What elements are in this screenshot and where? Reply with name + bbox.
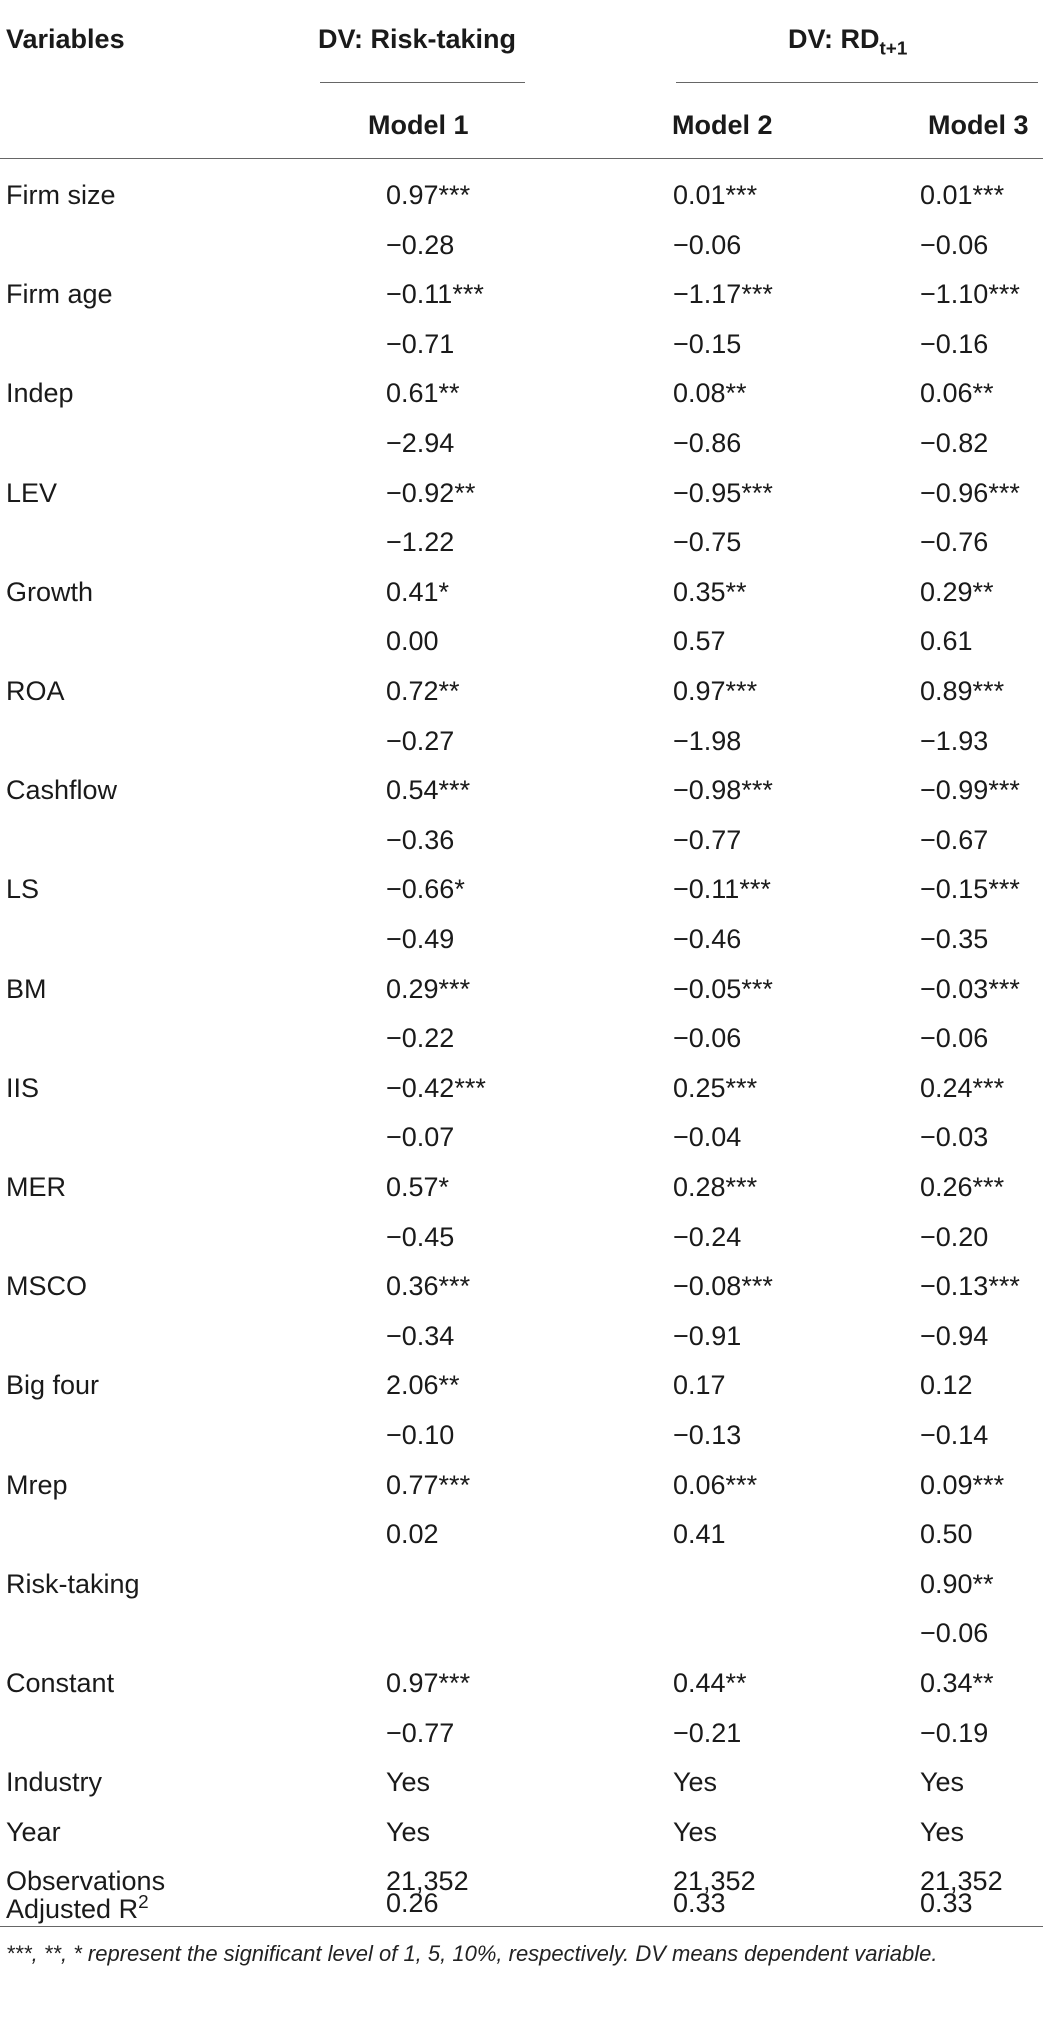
row-label: LEV — [6, 478, 58, 508]
cell-model-2: −0.21 — [673, 1718, 742, 1748]
cell-model-1: 21,352 — [386, 1866, 469, 1896]
cell-model-2: −0.15 — [673, 329, 742, 359]
row-label: Firm size — [6, 180, 116, 210]
cell-model-3: −1.93 — [920, 726, 989, 756]
cell-model-3: Yes — [920, 1767, 965, 1797]
cell-model-1: −0.49 — [386, 924, 455, 954]
cell-model-1: 0.72** — [386, 676, 460, 706]
cell-model-3: −0.67 — [920, 825, 989, 855]
cell-model-3: −0.15*** — [920, 874, 1020, 904]
row-label: MSCO — [6, 1271, 87, 1301]
row-label: Year — [6, 1817, 61, 1847]
cell-model-2: 0.57 — [673, 626, 726, 656]
adjusted-r2-model-3: 0.33 — [920, 1888, 973, 1918]
adjusted-r2-model-2: 0.33 — [673, 1888, 726, 1918]
cell-model-2: −0.77 — [673, 825, 742, 855]
cell-model-2: −0.11*** — [673, 874, 771, 904]
cell-model-2: 0.25*** — [673, 1073, 758, 1103]
row-label: ROA — [6, 676, 65, 706]
row-label: Constant — [6, 1668, 115, 1698]
cell-model-3: −0.06 — [920, 1618, 989, 1648]
header-dv-risk-taking: DV: Risk-taking — [318, 24, 517, 54]
header-model-3: Model 3 — [928, 110, 1029, 140]
cell-model-1: −0.07 — [386, 1122, 455, 1152]
cell-model-1: −0.71 — [386, 329, 455, 359]
cell-model-3: −0.82 — [920, 428, 989, 458]
cell-model-1: −0.77 — [386, 1718, 455, 1748]
cell-model-1: 0.41* — [386, 577, 450, 607]
cell-model-3: 0.89*** — [920, 676, 1005, 706]
cell-model-1: −0.45 — [386, 1222, 455, 1252]
cell-model-3: −0.16 — [920, 329, 989, 359]
cell-model-2: −0.86 — [673, 428, 742, 458]
cell-model-1: −0.27 — [386, 726, 455, 756]
cell-model-1: −0.92** — [386, 478, 476, 508]
cell-model-1: 0.97*** — [386, 1668, 471, 1698]
header-model-2: Model 2 — [672, 110, 773, 140]
adjusted-r2-superscript: 2 — [138, 1892, 149, 1913]
cell-model-3: −0.14 — [920, 1420, 989, 1450]
cell-model-2: −0.95*** — [673, 478, 773, 508]
cell-model-2: −0.91 — [673, 1321, 742, 1351]
cell-model-3: 0.29** — [920, 577, 994, 607]
cell-model-2: −0.08*** — [673, 1271, 773, 1301]
header-dv-rd-text: DV: RD — [788, 24, 880, 54]
cell-model-3: 0.61 — [920, 626, 973, 656]
cell-model-3: 0.09*** — [920, 1470, 1005, 1500]
row-label: Cashflow — [6, 775, 118, 805]
adjusted-r2-model-1: 0.26 — [386, 1888, 439, 1918]
row-label: Mrep — [6, 1470, 68, 1500]
cell-model-2: −0.46 — [673, 924, 742, 954]
row-label: Firm age — [6, 279, 113, 309]
cell-model-1: −0.66* — [386, 874, 465, 904]
cell-model-3: 0.06** — [920, 378, 994, 408]
header-dv-rd-subscript: t+1 — [879, 38, 908, 60]
cell-model-3: 0.01*** — [920, 180, 1005, 210]
cell-model-3: 0.26*** — [920, 1172, 1005, 1202]
row-label: Risk-taking — [6, 1569, 140, 1599]
row-label: IIS — [6, 1073, 40, 1103]
cell-model-1: Yes — [386, 1817, 431, 1847]
cell-model-1: 0.61** — [386, 378, 460, 408]
header-model-1: Model 1 — [368, 110, 469, 140]
cell-model-2: −0.24 — [673, 1222, 742, 1252]
cell-model-3: −0.06 — [920, 230, 989, 260]
row-label: LS — [6, 874, 40, 904]
cell-model-2: −0.13 — [673, 1420, 742, 1450]
cell-model-2: −0.06 — [673, 230, 742, 260]
cell-model-1: 0.36*** — [386, 1271, 471, 1301]
cell-model-2: 0.28*** — [673, 1172, 758, 1202]
cell-model-3: −0.19 — [920, 1718, 989, 1748]
row-label: Indep — [6, 378, 74, 408]
cell-model-2: 0.35** — [673, 577, 747, 607]
rule-rd — [676, 82, 1038, 83]
cell-model-2: −1.98 — [673, 726, 742, 756]
cell-model-2: Yes — [673, 1767, 718, 1797]
cell-model-3: 0.24*** — [920, 1073, 1005, 1103]
row-label: Industry — [6, 1767, 103, 1797]
cell-model-1: −0.22 — [386, 1023, 455, 1053]
cell-model-1: −0.28 — [386, 230, 455, 260]
cell-model-2: 21,352 — [673, 1866, 756, 1896]
cell-model-1: −0.34 — [386, 1321, 455, 1351]
header-variables: Variables — [6, 24, 125, 54]
cell-model-3: 0.12 — [920, 1370, 973, 1400]
cell-model-2: 0.17 — [673, 1370, 726, 1400]
row-label: MER — [6, 1172, 66, 1202]
cell-model-1: 0.29*** — [386, 974, 471, 1004]
cell-model-1: 0.02 — [386, 1519, 439, 1549]
cell-model-3: 0.50 — [920, 1519, 973, 1549]
rule-header-bottom — [0, 158, 1043, 159]
cell-model-1: 0.77*** — [386, 1470, 471, 1500]
adjusted-r2-label: Adjusted R — [6, 1894, 139, 1924]
cell-model-2: 0.01*** — [673, 180, 758, 210]
cell-model-2: 0.06*** — [673, 1470, 758, 1500]
row-label-adjusted-r2 — [6, 1883, 149, 1923]
cell-model-2: 0.97*** — [673, 676, 758, 706]
cell-model-3: −0.94 — [920, 1321, 989, 1351]
cell-model-2: −0.06 — [673, 1023, 742, 1053]
row-label: BM — [6, 974, 47, 1004]
cell-model-2: 0.44** — [673, 1668, 747, 1698]
cell-model-2: −0.75 — [673, 527, 742, 557]
cell-model-3: 21,352 — [920, 1866, 1003, 1896]
table-footnote: ***, **, * represent the significant level of 1, 5, 10%, respectively. DV means dependent variable. — [6, 1941, 938, 1966]
cell-model-1: 2.06** — [386, 1370, 460, 1400]
cell-model-3: −0.03 — [920, 1122, 989, 1152]
cell-model-3: Yes — [920, 1817, 965, 1847]
cell-model-3: −0.96*** — [920, 478, 1020, 508]
cell-model-1: −0.11*** — [386, 279, 484, 309]
cell-model-2: −0.04 — [673, 1122, 742, 1152]
cell-model-3: −0.03*** — [920, 974, 1020, 1004]
cell-model-3: −0.13*** — [920, 1271, 1020, 1301]
header-dv-rd — [788, 24, 907, 60]
cell-model-3: −0.99*** — [920, 775, 1020, 805]
cell-model-1: −2.94 — [386, 428, 455, 458]
cell-model-1: 0.54*** — [386, 775, 471, 805]
rule-table-bottom — [0, 1926, 1043, 1927]
row-label: Big four — [6, 1370, 100, 1400]
cell-model-2: 0.41 — [673, 1519, 726, 1549]
cell-model-3: −0.76 — [920, 527, 989, 557]
cell-model-1: −0.10 — [386, 1420, 455, 1450]
cell-model-1: −0.36 — [386, 825, 455, 855]
row-label: Growth — [6, 577, 94, 607]
cell-model-2: −0.05*** — [673, 974, 773, 1004]
cell-model-3: −0.35 — [920, 924, 989, 954]
rule-risk-taking — [320, 82, 525, 83]
cell-model-2: −1.17*** — [673, 279, 773, 309]
cell-model-1: 0.97*** — [386, 180, 471, 210]
cell-model-2: Yes — [673, 1817, 718, 1847]
cell-model-2: 0.08** — [673, 378, 747, 408]
cell-model-3: 0.90** — [920, 1569, 994, 1599]
cell-model-3: −0.20 — [920, 1222, 989, 1252]
cell-model-3: 0.34** — [920, 1668, 994, 1698]
cell-model-3: −1.10*** — [920, 279, 1020, 309]
cell-model-1: 0.57* — [386, 1172, 450, 1202]
row-label: Observations — [6, 1866, 166, 1896]
cell-model-2: −0.98*** — [673, 775, 773, 805]
cell-model-3: −0.06 — [920, 1023, 989, 1053]
cell-model-1: 0.00 — [386, 626, 439, 656]
cell-model-1: −1.22 — [386, 527, 455, 557]
cell-model-1: −0.42*** — [386, 1073, 486, 1103]
cell-model-1: Yes — [386, 1767, 431, 1797]
